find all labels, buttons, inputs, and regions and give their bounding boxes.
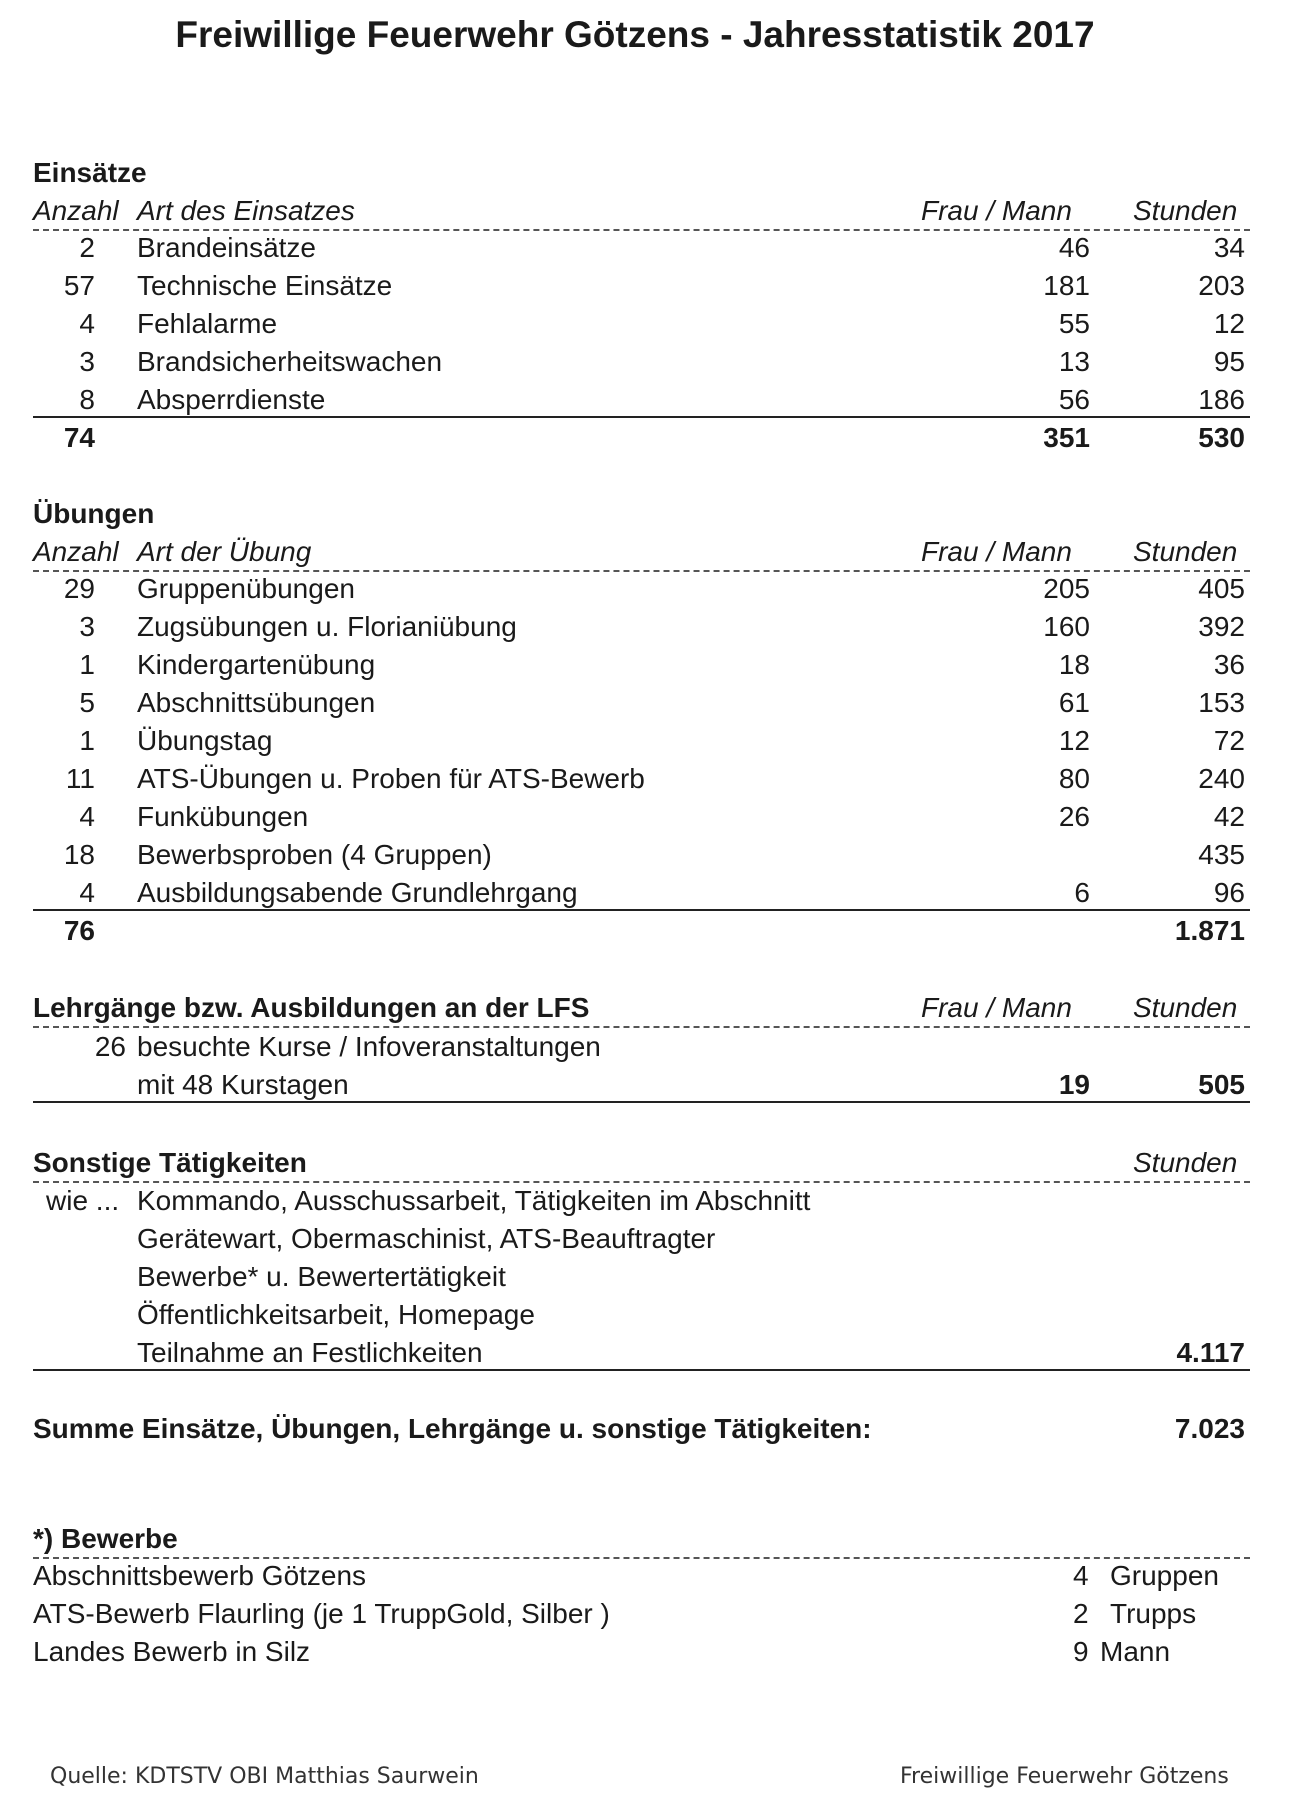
- sonstige-line: Bewerbe* u. Bewertertätigkeit: [137, 1261, 506, 1292]
- stunden-cell: 153: [1198, 687, 1245, 718]
- stunden-cell: 186: [1198, 384, 1245, 415]
- frau-mann-cell: 12: [1058, 725, 1090, 756]
- anzahl-cell: 4: [79, 801, 95, 832]
- art-cell: Funkübungen: [137, 801, 309, 832]
- frau-mann-cell: 18: [1058, 649, 1090, 680]
- stunden-cell: 42: [1213, 801, 1245, 832]
- sonstige-col-stunden: Stunden: [1133, 1147, 1238, 1178]
- einsaetze-col-anzahl: Anzahl: [33, 195, 119, 226]
- stunden-cell: 36: [1213, 649, 1245, 680]
- anzahl-cell: 57: [63, 270, 95, 301]
- uebungen-total-divider: [33, 909, 1250, 911]
- anzahl-cell: 29: [63, 573, 95, 604]
- anzahl-cell: 4: [79, 308, 95, 339]
- frau-mann-cell: 55: [1058, 308, 1090, 339]
- summe-label: Summe Einsätze, Übungen, Lehrgänge u. sonstige Tätigkeiten:: [33, 1413, 872, 1444]
- art-cell: Ausbildungsabende Grundlehrgang: [137, 877, 578, 908]
- stunden-cell: 34: [1213, 232, 1245, 263]
- frau-mann-cell: 26: [1058, 801, 1090, 832]
- uebungen-heading: Übungen: [33, 498, 155, 529]
- frau-mann-cell: 13: [1058, 346, 1090, 377]
- bewerb-unit: Trupps: [1110, 1598, 1197, 1629]
- lehrgaenge-line-1: besuchte Kurse / Infoveranstaltungen: [137, 1031, 601, 1062]
- anzahl-cell: 2: [79, 232, 95, 263]
- frau-mann-cell: 205: [1043, 573, 1090, 604]
- sonstige-end-divider: [33, 1369, 1250, 1371]
- einsaetze-total-divider: [33, 416, 1250, 418]
- bewerb-count: 2: [1073, 1598, 1089, 1629]
- frau-mann-cell: 160: [1043, 611, 1090, 642]
- footer-source: Quelle: KDTSTV OBI Matthias Saurwein: [50, 1764, 479, 1789]
- frau-mann-cell: 6: [1074, 877, 1090, 908]
- sonstige-line: Gerätewart, Obermaschinist, ATS-Beauftragter: [137, 1223, 716, 1254]
- frau-mann-cell: 61: [1058, 687, 1090, 718]
- bewerb-unit: Gruppen: [1110, 1560, 1219, 1591]
- frau-mann-cell: 80: [1058, 763, 1090, 794]
- lehrgaenge-anzahl: 26: [94, 1031, 126, 1062]
- lehrgaenge-col-frau-mann: Frau / Mann: [921, 992, 1072, 1023]
- anzahl-cell: 18: [63, 839, 95, 870]
- lehrgaenge-line-2: mit 48 Kurstagen: [137, 1069, 349, 1100]
- sonstige-stunden: 4.117: [1176, 1337, 1245, 1368]
- lehrgaenge-stunden: 505: [1198, 1069, 1245, 1100]
- total-stunden: 1.871: [1174, 915, 1245, 946]
- stunden-cell: 240: [1198, 763, 1245, 794]
- stunden-cell: 72: [1213, 725, 1245, 756]
- total-frau-mann: 351: [1043, 422, 1090, 453]
- bewerbe-heading: *) Bewerbe: [33, 1523, 178, 1554]
- sonstige-line: Teilnahme an Festlichkeiten: [137, 1337, 483, 1368]
- stunden-cell: 96: [1213, 877, 1245, 908]
- stunden-cell: 405: [1198, 573, 1245, 604]
- einsaetze-col-stunden: Stunden: [1133, 195, 1238, 226]
- sonstige-line: Öffentlichkeitsarbeit, Homepage: [137, 1299, 535, 1330]
- uebungen-col-anzahl: Anzahl: [33, 536, 119, 567]
- anzahl-cell: 1: [79, 725, 95, 756]
- bewerb-name: ATS-Bewerb Flaurling (je 1 TruppGold, Silber ): [33, 1598, 610, 1629]
- einsaetze-heading: Einsätze: [33, 157, 147, 188]
- bewerb-count: 9: [1073, 1636, 1089, 1667]
- bewerb-name: Abschnittsbewerb Götzens: [33, 1560, 367, 1591]
- summe-value: 7.023: [1174, 1413, 1245, 1444]
- lehrgaenge-end-divider: [33, 1101, 1250, 1103]
- anzahl-cell: 11: [65, 763, 95, 794]
- art-cell: Übungstag: [137, 725, 273, 756]
- stunden-cell: 203: [1198, 270, 1245, 301]
- footer-organization: Freiwillige Feuerwehr Götzens: [900, 1764, 1229, 1789]
- sonstige-prefix: wie ...: [46, 1185, 120, 1216]
- frau-mann-cell: 181: [1043, 270, 1090, 301]
- uebungen-col-stunden: Stunden: [1133, 536, 1238, 567]
- art-cell: Gruppenübungen: [137, 573, 355, 604]
- art-cell: Abschnittsübungen: [137, 687, 376, 718]
- total-anzahl: 76: [63, 915, 95, 946]
- einsaetze-col-frau-mann: Frau / Mann: [921, 195, 1072, 226]
- stunden-cell: 435: [1198, 839, 1245, 870]
- lehrgaenge-heading: Lehrgänge bzw. Ausbildungen an der LFS: [33, 992, 590, 1023]
- anzahl-cell: 5: [79, 687, 95, 718]
- lehrgaenge-frau-mann: 19: [1058, 1069, 1090, 1100]
- art-cell: Brandeinsätze: [137, 232, 317, 263]
- page-title: Freiwillige Feuerwehr Götzens - Jahresstatistik 2017: [175, 14, 1095, 55]
- art-cell: Technische Einsätze: [137, 270, 393, 301]
- lehrgaenge-col-stunden: Stunden: [1133, 992, 1238, 1023]
- stunden-cell: 392: [1198, 611, 1245, 642]
- frau-mann-cell: 56: [1058, 384, 1090, 415]
- art-cell: Zugsübungen u. Florianiübung: [137, 611, 517, 642]
- sonstige-heading: Sonstige Tätigkeiten: [33, 1147, 307, 1178]
- frau-mann-cell: 46: [1058, 232, 1090, 263]
- anzahl-cell: 8: [79, 384, 95, 415]
- bewerb-count: 4: [1073, 1560, 1089, 1591]
- art-cell: Bewerbsproben (4 Gruppen): [137, 839, 492, 870]
- art-cell: Absperrdienste: [137, 384, 326, 415]
- art-cell: Brandsicherheitswachen: [137, 346, 443, 377]
- stunden-cell: 12: [1213, 308, 1245, 339]
- uebungen-col-art: Art der Übung: [137, 536, 312, 567]
- art-cell: Kindergartenübung: [137, 649, 376, 680]
- uebungen-col-frau-mann: Frau / Mann: [921, 536, 1072, 567]
- einsaetze-col-art: Art des Einsatzes: [137, 195, 355, 226]
- bewerb-name: Landes Bewerb in Silz: [33, 1636, 311, 1667]
- anzahl-cell: 3: [79, 611, 95, 642]
- stunden-cell: 95: [1213, 346, 1245, 377]
- anzahl-cell: 1: [79, 649, 95, 680]
- total-anzahl: 74: [63, 422, 95, 453]
- total-stunden: 530: [1198, 422, 1245, 453]
- sonstige-line: Kommando, Ausschussarbeit, Tätigkeiten im Abschnitt: [137, 1185, 811, 1216]
- art-cell: Fehlalarme: [137, 308, 278, 339]
- anzahl-cell: 4: [79, 877, 95, 908]
- anzahl-cell: 3: [79, 346, 95, 377]
- art-cell: ATS-Übungen u. Proben für ATS-Bewerb: [137, 763, 645, 794]
- bewerb-unit: Mann: [1100, 1636, 1171, 1667]
